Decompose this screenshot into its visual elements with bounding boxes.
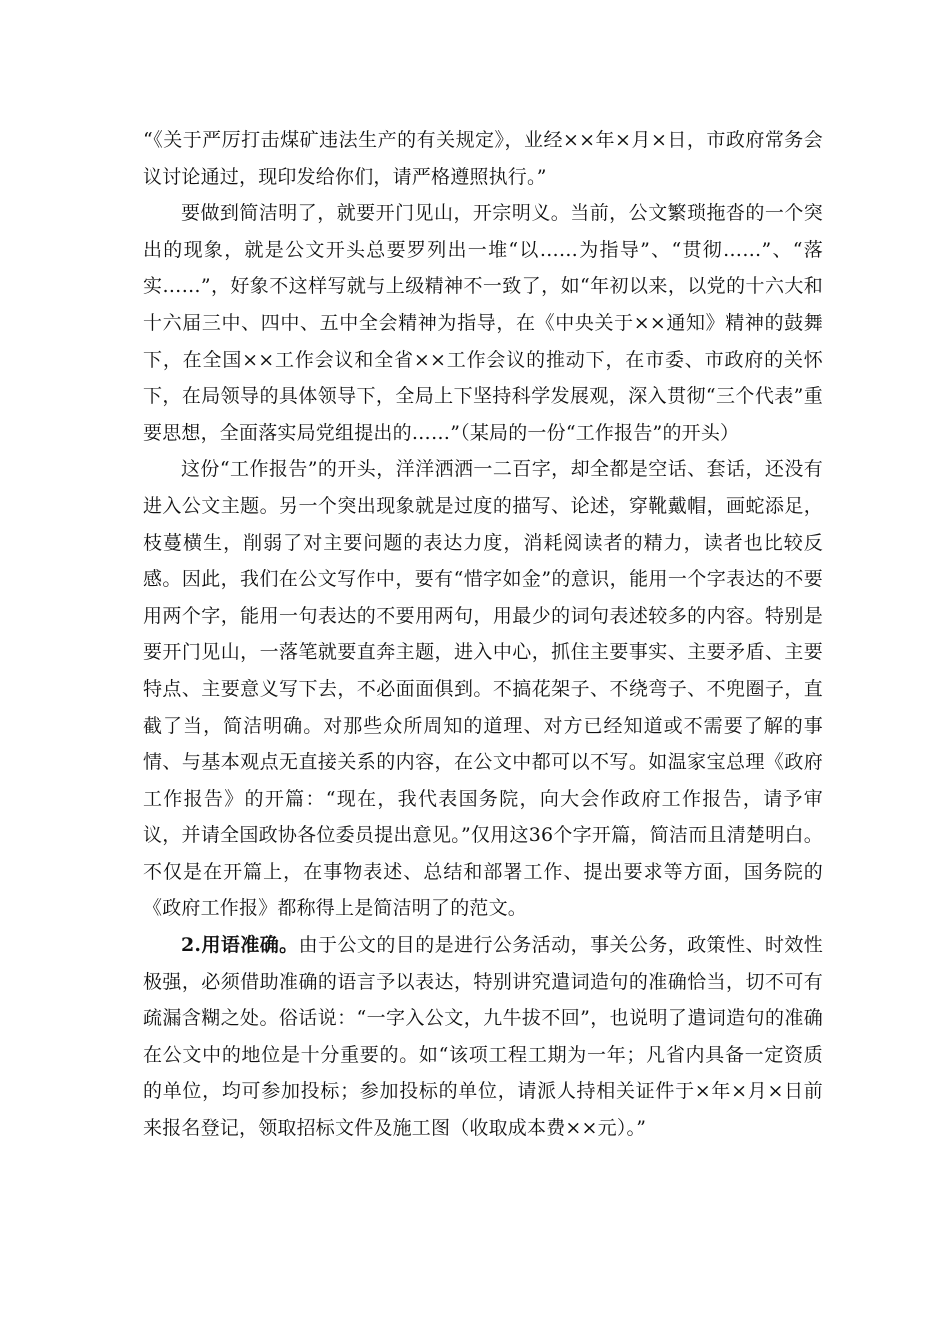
paragraph-accurate-wording bbox=[143, 927, 823, 1147]
paragraph-quoted-notice bbox=[143, 122, 823, 195]
paragraph-text: 由于公文的目的是进行公务活动，事关公务，政策性、时效性极强，必须借助准确的语言予以表达，特别讲究遣词造句的准确恰当，切不可有疏漏含糊之处。俗话说：“一字入公文，九牛拔不回”，也说明了遣词造句的准确在公文中的地位是十分重要的。如“该项工程工期为一年；凡省内具备一定资质的单位，均可参加投标；参加投标的单位，请派人持相关证件于×年×月×日前来报名登记，领取招标文件及施工图（收取成本费××元）。” bbox=[143, 934, 823, 1140]
paragraph-concise-opening bbox=[143, 195, 823, 451]
paragraph-text: 要做到简洁明了，就要开门见山，开宗明义。当前，公文繁琐拖沓的一个突出的现象，就是公文开头总要罗列出一堆“以……为指导”、“贯彻……”、“落实……”，好象不这样写就与上级精神不一致了，如“年初以来，以党的十六大和十六届三中、四中、五中全会精神为指导，在《中央关于××通知》精神的鼓舞下，在全国××工作会议和全省××工作会议的推动下，在市委、市政府的关怀下，在局领导的具体领导下，全局上下坚持科学发展观，深入贯彻“三个代表”重要思想，全面落实局党组提出的……”（某局的一份“工作报告”的开头） bbox=[143, 202, 823, 444]
document-body bbox=[143, 122, 823, 1147]
paragraph-text: “《关于严厉打击煤矿违法生产的有关规定》，业经××年×月×日，市政府常务会议讨论通过，现印发给你们，请严格遵照执行。” bbox=[143, 129, 823, 188]
paragraph-text: 这份“工作报告”的开头，洋洋洒洒一二百字，却全都是空话、套话，还没有进入公文主题。另一个突出现象就是过度的描写、论述，穿靴戴帽，画蛇添足，枝蔓横生，削弱了对主要问题的表达力度，消耗阅读者的精力，读者也比较反感。因此，我们在公文写作中，要有“惜字如金”的意识，能用一个字表达的不要用两个字，能用一句表达的不要用两句，用最少的词句表述较多的内容。特别是要开门见山，一落笔就要直奔主题，进入中心，抓住主要事实、主要矛盾、主要特点、主要意义写下去，不必面面俱到。不搞花架子、不绕弯子、不兜圈子，直截了当，简洁明确。对那些众所周知的道理、对方已经知道或不需要了解的事情、与基本观点无直接关系的内容，在公文中都可以不写。如温家宝总理《政府工作报告》的开篇：“现在，我代表国务院，向大会作政府工作报告，请予审议，并请全国政协各位委员提出意见。”仅用这36个字开篇，简洁而且清楚明白。不仅是在开篇上，在事物表述、总结和部署工作、提出要求等方面，国务院的《政府工作报》都称得上是简洁明了的范文。 bbox=[143, 458, 823, 920]
section-heading: 2.用语准确。 bbox=[181, 934, 299, 957]
paragraph-work-report-critique bbox=[143, 451, 823, 927]
